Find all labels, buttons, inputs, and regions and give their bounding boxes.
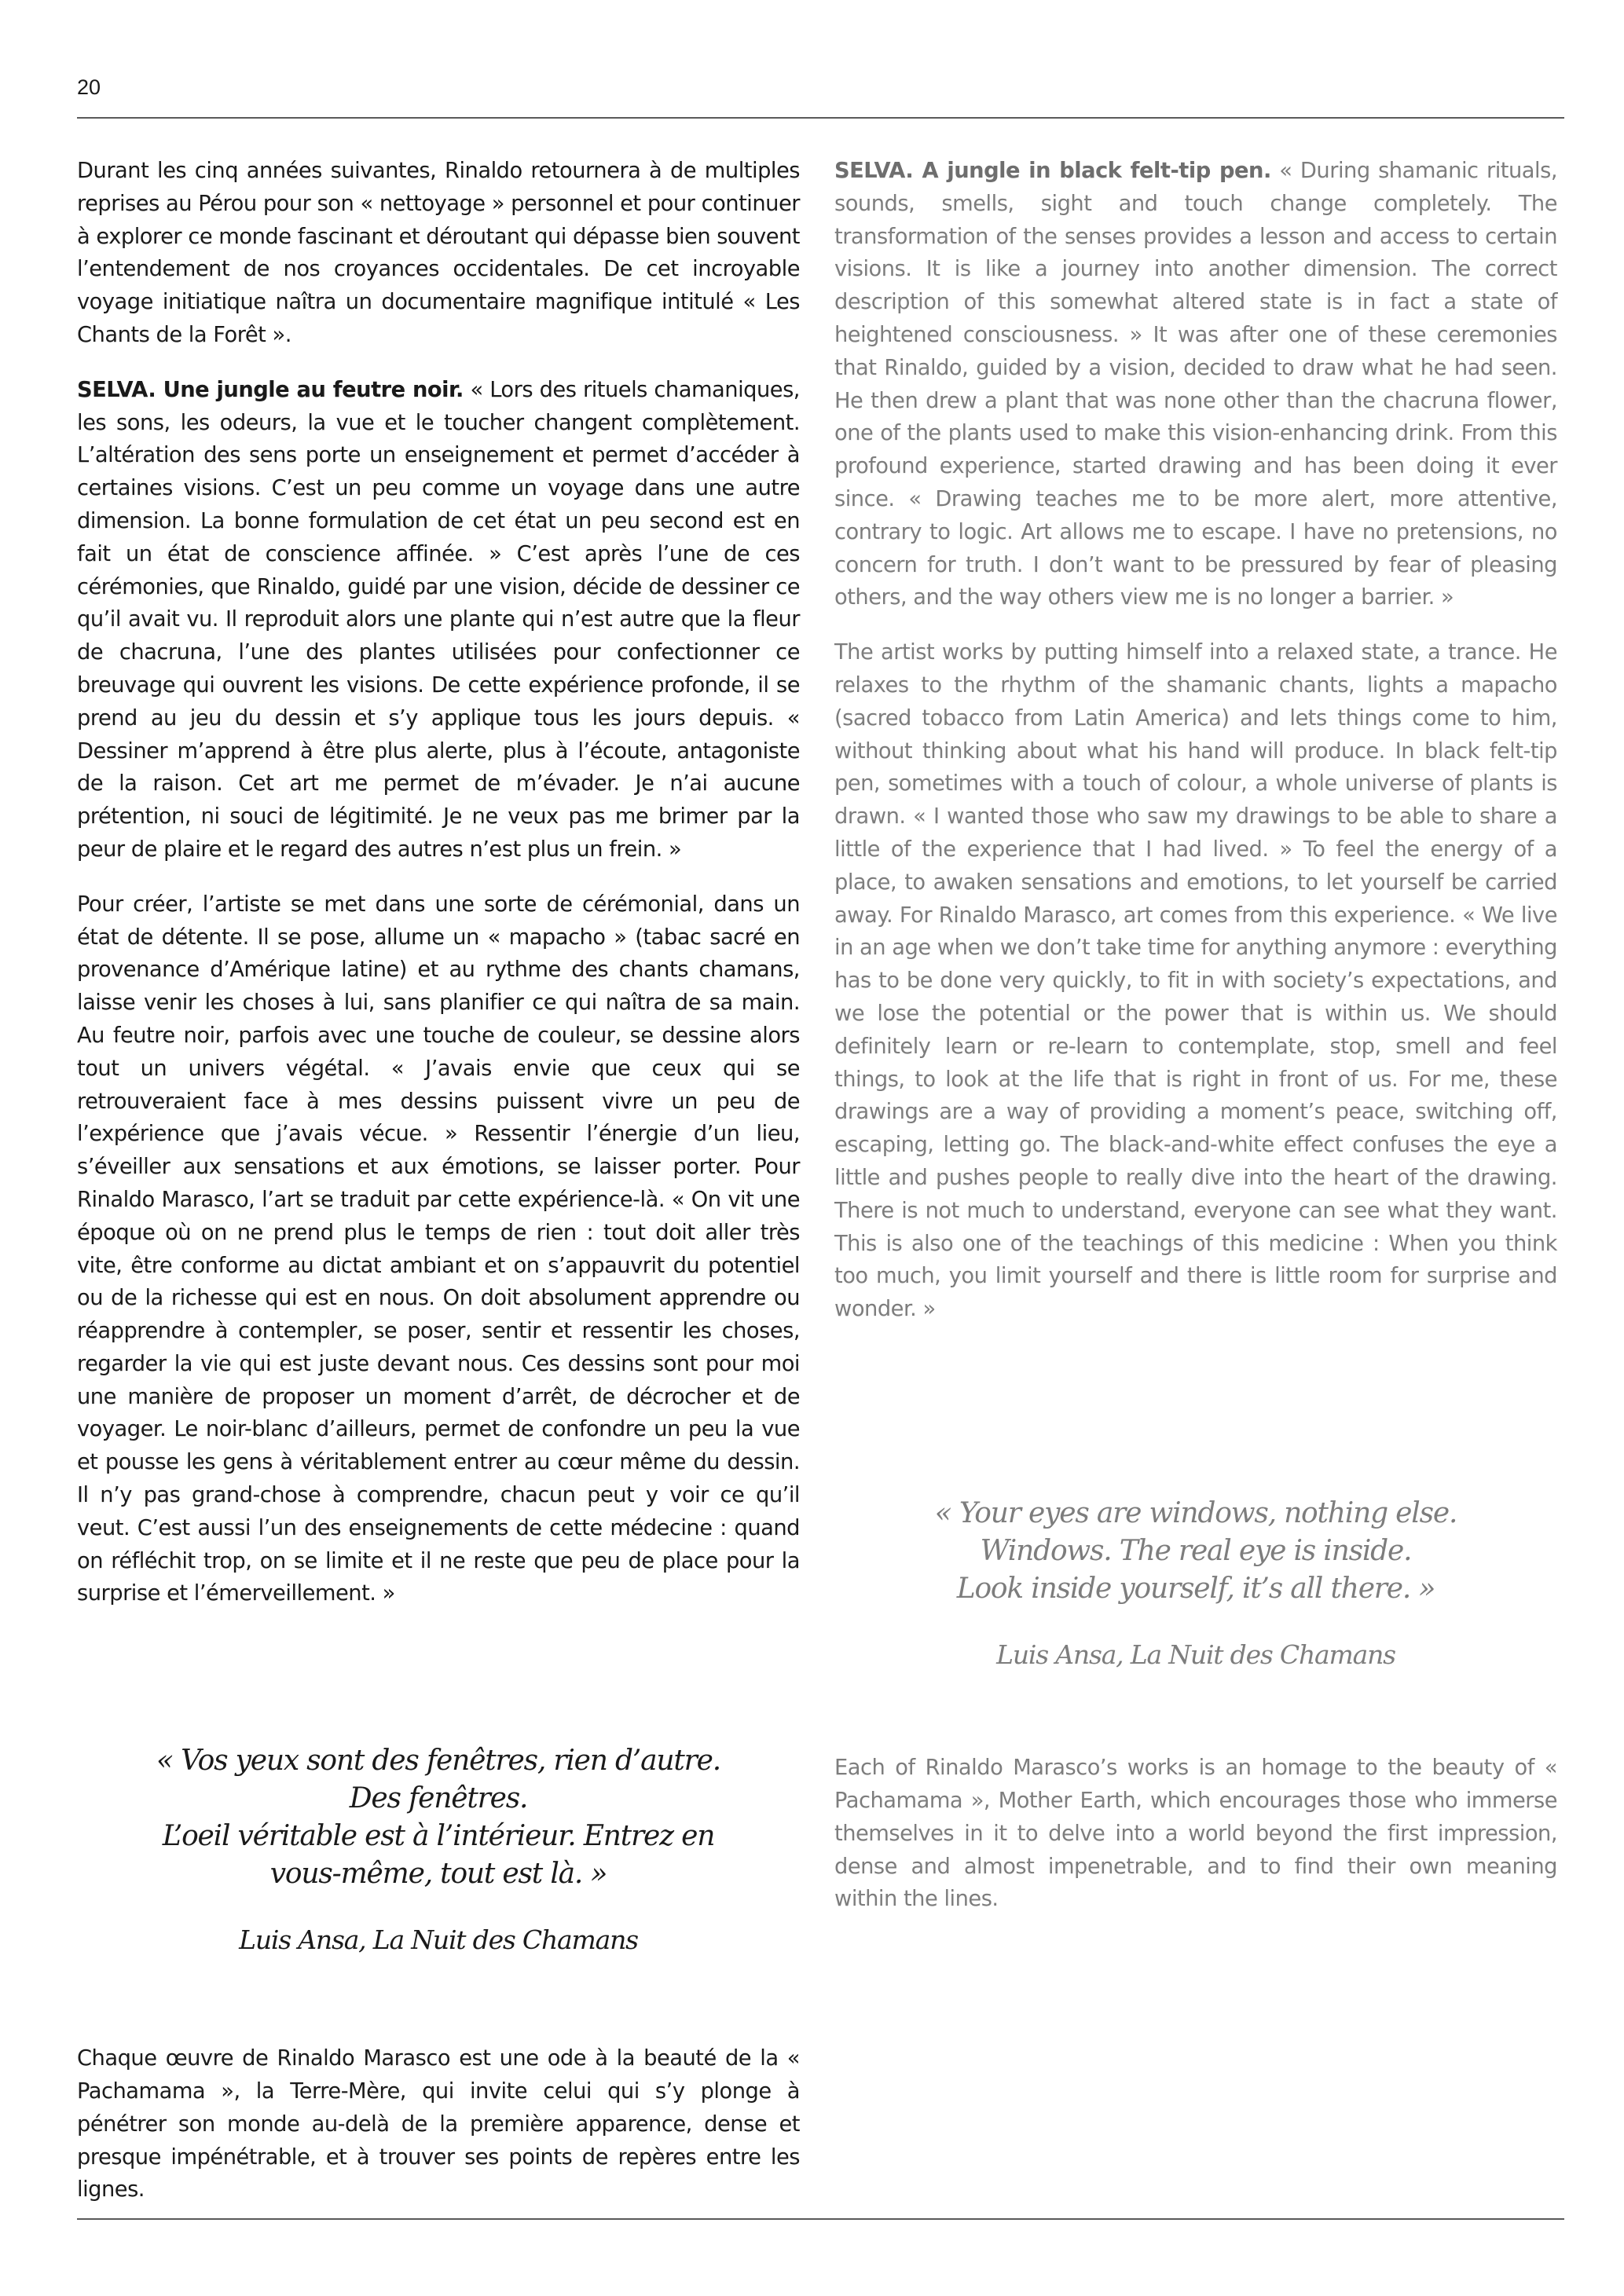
quote-line: Windows. The real eye is inside. [980, 1535, 1412, 1567]
paragraph-text: « During shamanic rituals, sounds, smells, sight and touch change completely. The transformation of the senses provides a lesson and access to certain visions. It is like a journey into another dimension. The correct description of this somewhat altered state is in fact a state of heightened consciousness. » It was after one of these ceremonies that Rinaldo, guided by a vision, decided to draw what he had seen. He then drew a plant that was none other than the chacruna flower, one of the plants used to make this vision-enhancing drink. From this profound experience, started drawing and has been doing it ever since. « Drawing teaches me to be more alert, more attentive, contrary to logic. Art allows me to escape. I have no pretensions, no concern for truth. I don’t want to be pressured by fear of pleasing others, and the way others view me is no longer a barrier. » [834, 159, 1557, 610]
french-paragraph-creation [77, 888, 800, 1611]
footer-rule [77, 2218, 1564, 2220]
quote-line: Des fenêtres. [349, 1782, 528, 1814]
quote-line: « Your eyes are windows, nothing else. [934, 1497, 1457, 1529]
french-column [77, 155, 800, 1632]
paragraph-text: « Lors des rituels chamaniques, les sons, les odeurs, la vue et le toucher changent complètement. L’altération des sens porte un enseignement et permet d’accéder à certaines visions. C’est un peu comme un voyage dans une autre dimension. La bonne formulation de cet état un peu second est en fait un état de conscience affinée. » C’est après l’une de ces cérémonies, que Rinaldo, guidé par une vision, décide de dessiner ce qu’il avait vu. Il reproduit alors une plante qui n’est autre que la fleur de chacruna, l’une des plantes utilisées pour confectionner ce breuvage qui ouvrent les visions. De cette expérience profonde, il se prend au jeu du dessin et s’y applique tous les jours depuis. « Dessiner m’apprend à être plus alerte, plus à l’écoute, antagoniste de la raison. Cet art me permet de m’évader. Je n’ai aucune prétention, ni souci de légitimité. Je ne veux pas me brimer par la peur de plaire et le regard des autres n’est plus un frein. » [77, 377, 800, 862]
quote-line: L’oeil véritable est à l’intérieur. Entrez en [162, 1820, 715, 1852]
paragraph-text: Pour créer, l’artiste se met dans une sorte de cérémonial, dans un état de détente. Il se pose, allume un « mapacho » (tabac sacré en provenance d’Amérique latine) et au rythme des chants chamans, laisse venir les choses à lui, sans planifier ce qui naîtra de sa main. Au feutre noir, parfois avec une touche de couleur, se dessine alors tout un univers végétal. « J’avais envie que ceux qui se retrouveraient face à mes dessins puissent vivre un peu de l’expérience que j’avais vécue. » Ressentir l’énergie d’un lieu, s’éveiller aux sensations et aux émotions, se laisser porter. Pour Rinaldo Marasco, l’art se traduit par cette expérience-là. « On vit une époque où on ne prend plus le temps de rien : tout doit aller très vite, être conforme au dictat ambiant et on s’appauvrit du potentiel ou de la richesse qui est en nous. On doit absolument apprendre ou réapprendre à contempler, se poser, sentir et ressentir les choses, regarder la vie qui est juste devant nous. Ces dessins sont pour moi une manière de proposer un moment d’arrêt, de décrocher et de voyager. Le noir-blanc d’ailleurs, permet de confondre un peu la vue et pousse les gens à véritablement entrer au cœur même du dessin. Il n’y pas grand-chose à comprendre, chacun peut y voir ce qu’il veut. C’est aussi l’un des enseignements de cette médecine : quand on réfléchit trop, on se limite et il ne reste que peu de place pour la surprise et l’émerveillement. » [77, 892, 800, 1606]
french-paragraph-intro [77, 155, 800, 352]
quote-attribution: Luis Ansa, La Nuit des Chamans [239, 1924, 638, 1955]
english-paragraph-selva [834, 155, 1557, 614]
paragraph-lead: SELVA. A jungle in black felt-tip pen. [834, 159, 1271, 183]
quote-line: vous-même, tout est là. » [269, 1858, 607, 1890]
english-column [834, 155, 1557, 1348]
french-pull-quote [77, 1742, 800, 1959]
quote-line: Look inside yourself, it’s all there. » [956, 1573, 1435, 1605]
paragraph-lead: SELVA. Une jungle au feutre noir. [77, 377, 464, 402]
french-closing-paragraph: Chaque œuvre de Rinaldo Marasco est une ode à la beauté de la « Pachamama », la Terre-Mère, qui invite celui qui s’y plonge à pénétrer son monde au-delà de la première apparence, dense et presque impénétrable, et à trouver ses points de repères entre les lignes. [77, 2046, 800, 2203]
paragraph-text: Durant les cinq années suivantes, Rinaldo retournera à de multiples reprises au Pérou pour son « nettoyage » personnel et pour continuer à explorer ce monde fascinant et déroutant qui dépasse bien souvent l’entendement de nos croyances occidentales. De cet incroyable voyage initiatique naîtra un documentaire magnifique intitulé « Les Chants de la Forêt ». [77, 159, 800, 347]
english-closing-paragraph: Each of Rinaldo Marasco’s works is an homage to the beauty of « Pachamama », Mother Earth, which encourages those who immerse themselves in it to delve into a world beyond the first impression, dense and almost impenetrable, and to find their own meaning within the lines. [834, 1756, 1557, 1912]
english-paragraph-creation [834, 636, 1557, 1326]
french-paragraph-selva [77, 374, 800, 866]
header-rule [77, 117, 1564, 119]
page-number: 20 [77, 75, 101, 99]
paragraph-text: The artist works by putting himself into a relaxed state, a trance. He relaxes to the rhythm of the shamanic chants, lights a mapacho (sacred tobacco from Latin America) and lets things come to him, without thinking about what his hand will produce. In black felt-tip pen, sometimes with a touch of colour, a whole universe of plants is drawn. « I wanted those who saw my drawings to be able to share a little of the experience that I had lived. » To feel the energy of a place, to awaken sensations and emotions, to let yourself be carried away. For Rinaldo Marasco, art comes from this experience. « We live in an age when we don’t take time for anything anymore : everything has to be done very quickly, to fit in with society’s expectations, and we lose the potential or the power that is within us. We should definitely learn or re-learn to contemplate, stop, smell and feel things, to look at the life that is right in front of us. For me, these drawings are a way of providing a moment’s peace, switching off, escaping, letting go. The black-and-white effect confuses the eye a little and pushes people to really dive into the heart of the drawing. There is not much to understand, everyone can see what they want. This is also one of the teachings of this medicine : When you think too much, you limit yourself and there is little room for surprise and wonder. » [834, 640, 1558, 1322]
quote-line: « Vos yeux sont des fenêtres, rien d’autre. [156, 1745, 720, 1777]
quote-attribution: Luis Ansa, La Nuit des Chamans [996, 1639, 1395, 1670]
english-pull-quote [834, 1495, 1557, 1674]
